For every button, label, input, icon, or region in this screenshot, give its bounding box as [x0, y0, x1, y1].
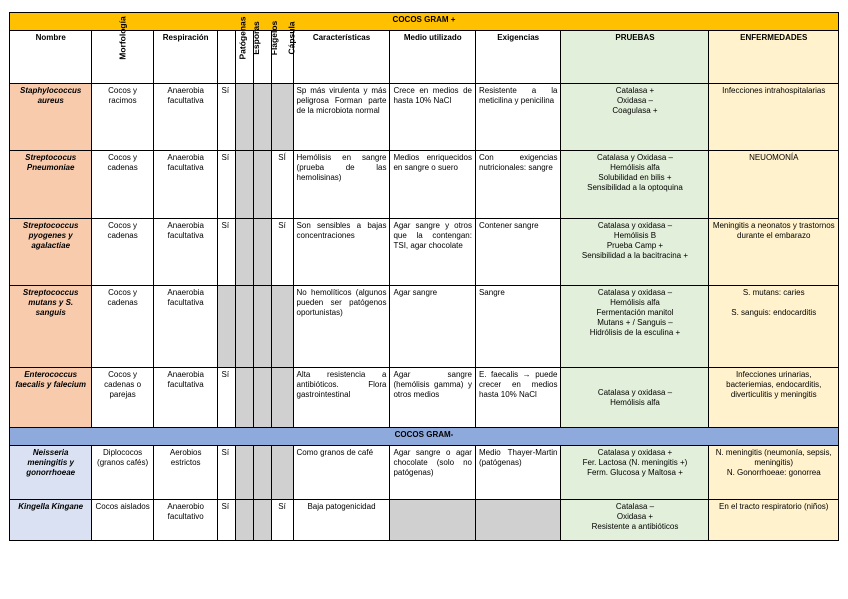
row-esporas [236, 219, 254, 286]
enfermedad-item: Meningitis a neonatos y trastornos durante el embarazo [712, 221, 835, 240]
row-patogenas: Sí [218, 446, 236, 500]
row-esporas [236, 286, 254, 368]
row-pruebas [561, 368, 709, 428]
prueba-item: Hemólisis alfa [610, 397, 660, 407]
header-medio: Medio utilizado [390, 31, 475, 84]
row-exigencias [475, 500, 560, 541]
row-esporas [236, 446, 254, 500]
row-name: Neisseria meningitis y gonorrhoeae [10, 446, 92, 500]
row-morfologia: Cocos y cadenas [92, 219, 154, 286]
table-row [10, 151, 839, 219]
row-caracteristicas: Son sensibles a bajas concentraciones [293, 219, 390, 286]
table-row [10, 446, 839, 500]
row-name: Staphylococcus aureus [10, 84, 92, 151]
prueba-item: Sensibilidad a la optoquina [587, 183, 683, 192]
header-enfermedades: ENFERMEDADES [709, 31, 839, 84]
row-exigencias: E. faecalis → puede crecer en medios hasta 10% NaCl [475, 368, 560, 428]
row-flagelos [253, 219, 271, 286]
row-caracteristicas: Como granos de café [293, 446, 390, 500]
prueba-item: Hemólisis alfa [610, 163, 660, 172]
row-pruebas [561, 500, 709, 541]
prueba-item: Oxidasa – [616, 96, 653, 105]
row-capsula [271, 446, 293, 500]
row-medio: Medios enriquecidos en sangre o suero [390, 151, 475, 219]
prueba-item: Solubilidad en bilis + [598, 173, 672, 182]
row-capsula: SÍ [271, 151, 293, 219]
row-medio: Agar sangre o agar chocolate (solo no patógenas) [390, 446, 475, 500]
row-respiracion: Anaerobia facultativa [153, 368, 218, 428]
enfermedad-item: NEUOMONÍA [749, 153, 799, 162]
row-pruebas [561, 286, 709, 368]
row-enfermedades [709, 219, 839, 286]
enfermedad-item: S. sanguis: endocarditis [731, 308, 817, 317]
table-row [10, 286, 839, 368]
section-title-gram-positive: COCOS GRAM + [10, 13, 839, 31]
enfermedad-item: S. mutans: caries [742, 288, 805, 297]
row-name: Kingella Kingane [10, 500, 92, 541]
row-capsula: Sí [271, 219, 293, 286]
row-morfologia: Diplococos (granos cafés) [92, 446, 154, 500]
prueba-item: Hemólisis B [613, 231, 657, 240]
row-flagelos [253, 368, 271, 428]
enfermedad-item: Infecciones intrahospitalarias [722, 86, 826, 95]
enfermedad-item: En el tracto respiratorio (niños) [719, 502, 829, 511]
row-esporas [236, 151, 254, 219]
row-flagelos [253, 500, 271, 541]
row-caracteristicas: No hemolíticos (algunos pueden ser patógenos oportunistas) [293, 286, 390, 368]
column-header-row [10, 31, 839, 84]
row-pruebas [561, 151, 709, 219]
row-morfologia: Cocos y racimos [92, 84, 154, 151]
header-capsula-label: Cápsula [286, 21, 297, 55]
prueba-item: Fermentación manitol [596, 308, 674, 317]
header-esporas-label: Esporas [250, 21, 261, 55]
bacteria-table [9, 12, 839, 541]
row-exigencias: Sangre [475, 286, 560, 368]
row-medio: Agar sangre y otros que la contengan: TSI, agar chocolate [390, 219, 475, 286]
row-esporas [236, 368, 254, 428]
header-exigencias: Exigencias [475, 31, 560, 84]
prueba-item: Prueba Camp + [606, 241, 664, 250]
header-morfologia-label: Morfología [117, 16, 128, 60]
header-flagelos-label: Flagelos [269, 20, 280, 56]
prueba-item: Sensibilidad a la bacitracina + [581, 251, 688, 260]
section-title-gram-negative: COCOS GRAM- [10, 428, 839, 446]
row-flagelos [253, 286, 271, 368]
row-medio [390, 500, 475, 541]
row-respiracion: Aerobios estrictos [153, 446, 218, 500]
prueba-item: Resistente a antibióticos [591, 522, 679, 531]
row-name: Streptococus Pneumoniae [10, 151, 92, 219]
header-nombre: Nombre [10, 31, 92, 84]
row-esporas [236, 84, 254, 151]
prueba-item: Catalasa y Oxidasa – [596, 153, 673, 162]
row-patogenas [218, 286, 236, 368]
row-patogenas: Sí [218, 500, 236, 541]
prueba-item: Catalasa y oxidasa – [597, 387, 673, 397]
row-respiracion: Anaerobio facultativo [153, 500, 218, 541]
row-enfermedades [709, 368, 839, 428]
row-pruebas [561, 84, 709, 151]
row-medio: Agar sangre [390, 286, 475, 368]
row-exigencias: Medio Thayer-Martin (patógenas) [475, 446, 560, 500]
prueba-item: Coagulasa + [612, 106, 658, 115]
row-respiracion: Anaerobia facultativa [153, 286, 218, 368]
table-row [10, 84, 839, 151]
row-caracteristicas: Sp más virulenta y más peligrosa Forman parte de la microbiota normal [293, 84, 390, 151]
row-caracteristicas: Hemólisis en sangre (prueba de las hemolisinas) [293, 151, 390, 219]
header-pruebas: PRUEBAS [561, 31, 709, 84]
row-morfologia: Cocos y cadenas [92, 286, 154, 368]
row-patogenas: Sí [218, 84, 236, 151]
enfermedad-item: Infecciones urinarias, bacteriemias, endocarditis, diverticulitis y meningitis [726, 370, 822, 399]
section-header-gram-negative [10, 428, 839, 446]
prueba-item: Hidrólisis de la esculina + [589, 328, 681, 337]
row-exigencias: Con exigencias nutricionales: sangre [475, 151, 560, 219]
row-enfermedades [709, 84, 839, 151]
table-row [10, 500, 839, 541]
row-exigencias: Contener sangre [475, 219, 560, 286]
row-name: Enterococcus faecalis y falecium [10, 368, 92, 428]
row-name: Streptococcus mutans y S. sanguis [10, 286, 92, 368]
row-morfologia: Cocos y cadenas [92, 151, 154, 219]
prueba-item: Catalasa y oxidasa – [597, 288, 673, 297]
section-header-gram-positive [10, 13, 839, 31]
row-medio: Crece en medios de hasta 10% NaCl [390, 84, 475, 151]
table-row [10, 368, 839, 428]
row-enfermedades [709, 151, 839, 219]
row-flagelos [253, 151, 271, 219]
row-medio: Agar sangre (hemólisis gamma) y otros medios [390, 368, 475, 428]
row-pruebas [561, 219, 709, 286]
enfermedad-item: N. meningitis (neumonía, sepsis, meningitis) [715, 448, 832, 467]
row-name: Streptococcus pyogenes y agalactiae [10, 219, 92, 286]
row-exigencias: Resistente a la meticilina y penicilina [475, 84, 560, 151]
row-capsula [271, 84, 293, 151]
row-capsula: Sí [271, 500, 293, 541]
row-pruebas [561, 446, 709, 500]
prueba-item: Hemólisis alfa [610, 298, 660, 307]
row-capsula [271, 368, 293, 428]
table-row [10, 219, 839, 286]
prueba-item: Catalasa y oxidasa – [597, 221, 673, 230]
row-respiracion: Anaerobia facultativa [153, 219, 218, 286]
row-caracteristicas: Alta resistencia a antibióticos. Flora gastrointestinal [293, 368, 390, 428]
row-patogenas: Sí [218, 219, 236, 286]
row-enfermedades [709, 500, 839, 541]
row-flagelos [253, 84, 271, 151]
row-morfologia: Cocos aislados [92, 500, 154, 541]
row-patogenas: Sí [218, 368, 236, 428]
header-patogenas-label: Patógenas [237, 16, 248, 60]
prueba-item: Catalasa – [615, 502, 655, 511]
row-morfologia: Cocos y cadenas o parejas [92, 368, 154, 428]
prueba-item: Fer. Lactosa (N. meningitis +) [582, 458, 688, 467]
prueba-item: Mutans + / Sanguis – [597, 318, 673, 327]
prueba-item: Oxidasa + [616, 512, 654, 521]
prueba-item: Ferm. Glucosa y Maltosa + [587, 468, 683, 477]
row-enfermedades [709, 286, 839, 368]
prueba-item: Catalasa + [615, 86, 655, 95]
row-capsula [271, 286, 293, 368]
header-respiracion: Respiración [153, 31, 218, 84]
row-enfermedades [709, 446, 839, 500]
row-respiracion: Anaerobia facultativa [153, 84, 218, 151]
row-flagelos [253, 446, 271, 500]
row-caracteristicas: Baja patogenicidad [293, 500, 390, 541]
prueba-item: Catalasa y oxidasa + [597, 448, 673, 457]
row-esporas [236, 500, 254, 541]
header-patogenas [218, 16, 248, 84]
header-caracteristicas: Características [293, 31, 390, 84]
row-respiracion: Anaerobia facultativa [153, 151, 218, 219]
enfermedad-item: N. Gonorrhoeae: gonorrea [726, 468, 821, 477]
header-morfologia [92, 16, 154, 84]
row-patogenas: Sí [218, 151, 236, 219]
